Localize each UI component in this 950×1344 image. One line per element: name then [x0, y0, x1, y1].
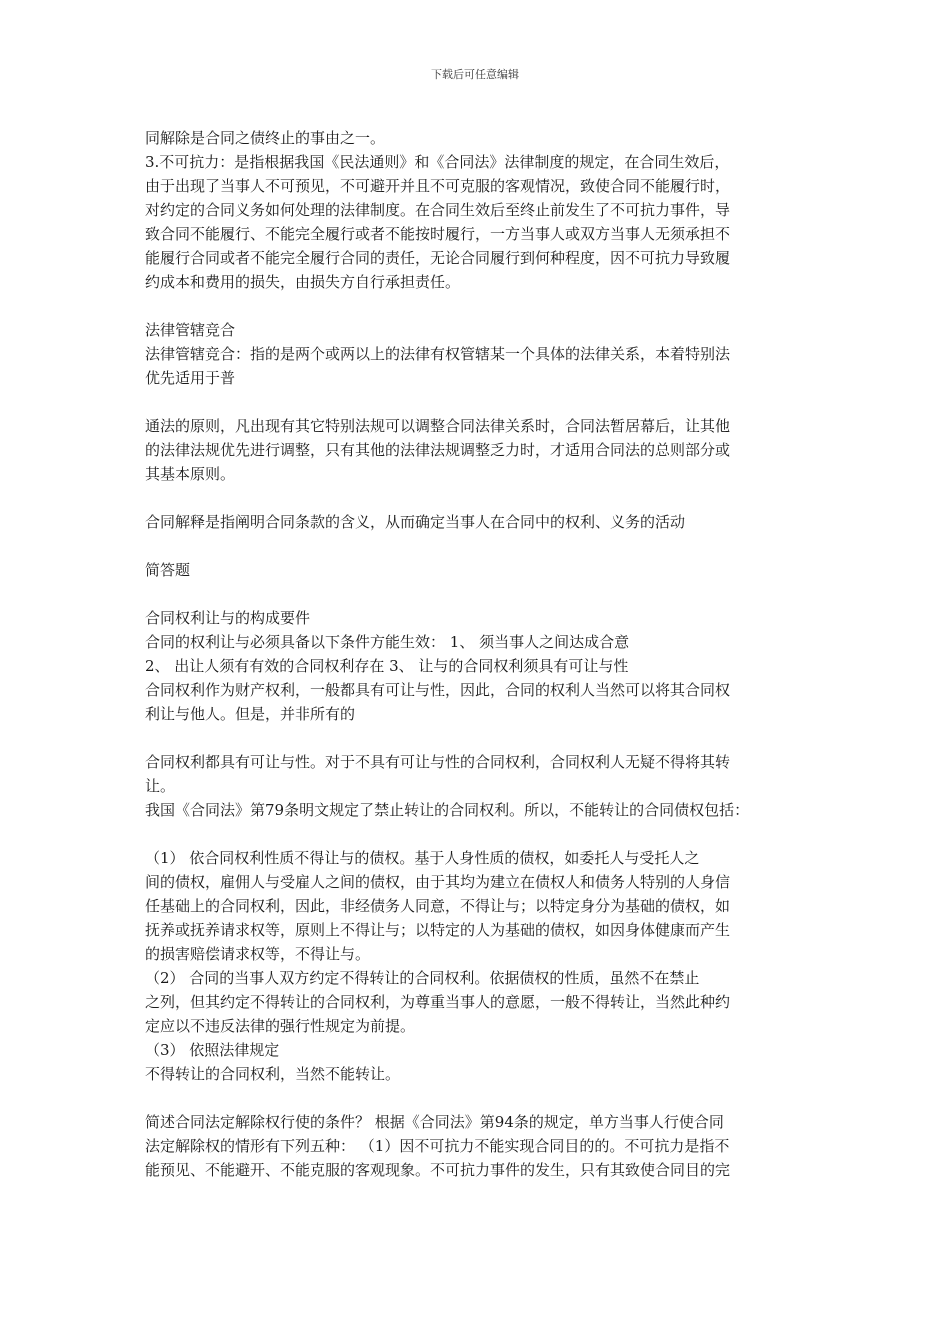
text-line: 合同权利作为财产权利，一般都具有可让与性，因此，合同的权利人当然可以将其合同权 [145, 681, 731, 699]
text-line: 法律管辖竞合：指的是两个或两以上的法律有权管辖某一个具体的法律关系，本着特别法 [145, 345, 731, 363]
text-line: 任基础上的合同权利，因此，非经债务人同意，不得让与；以特定身分为基础的债权，如 [145, 897, 731, 915]
text-line: 约成本和费用的损失，由损失方自行承担责任。 [145, 273, 461, 291]
text-line: 法律管辖竞合 [145, 321, 236, 339]
text-line: 致合同不能履行、不能完全履行或者不能按时履行，一方当事人或双方当事人无须承担不 [145, 225, 731, 243]
text-line: （3） 依照法律规定 [145, 1041, 280, 1059]
text-line: 对约定的合同义务如何处理的法律制度。在合同生效后至终止前发生了不可抗力事件，导 [145, 201, 731, 219]
text-line: 能预见、不能避开、不能克服的客观现象。不可抗力事件的发生，只有其致使合同目的完 [145, 1161, 731, 1179]
text-line: 其基本原则。 [145, 465, 236, 483]
blank-line [145, 822, 825, 846]
blank-line [145, 1086, 825, 1110]
page-header-note: 下载后可任意编辑 [431, 68, 519, 81]
blank-line [145, 534, 825, 558]
blank-line [145, 726, 825, 750]
text-line: 之列，但其约定不得转让的合同权利，为尊重当事人的意愿，一般不得转让，当然此种约 [145, 993, 731, 1011]
text-line: （1） 依合同权利性质不得让与的债权。基于人身性质的债权，如委托人与受托人之 [145, 849, 700, 867]
blank-line [145, 582, 825, 606]
text-line: 能履行合同或者不能完全履行合同的责任，无论合同履行到何种程度，因不可抗力导致履 [145, 249, 731, 267]
text-line: 抚养或抚养请求权等，原则上不得让与；以特定的人为基础的债权，如因身体健康而产生 [145, 921, 731, 939]
text-line: 不得转让的合同权利，当然不能转让。 [145, 1065, 401, 1083]
text-line: 的法律法规优先进行调整，只有其他的法律法规调整乏力时，才适用合同法的总则部分或 [145, 441, 731, 459]
text-line: 由于出现了当事人不可预见，不可避开并且不可克服的客观情况，致使合同不能履行时， [145, 177, 731, 195]
text-line: 的损害赔偿请求权等，不得让与。 [145, 945, 371, 963]
text-line: 定应以不违反法律的强行性规定为前提。 [145, 1017, 416, 1035]
text-line: 优先适用于普 [145, 369, 236, 387]
text-line: 通法的原则，凡出现有其它特别法规可以调整合同法律关系时，合同法暂居幕后，让其他 [145, 417, 731, 435]
text-line: （2） 合同的当事人双方约定不得转让的合同权利。依据债权的性质，虽然不在禁止 [145, 969, 700, 987]
text-line: 间的债权，雇佣人与受雇人之间的债权，由于其均为建立在债权人和债务人特别的人身信 [145, 873, 731, 891]
document-body [145, 126, 825, 1182]
text-line: 3.不可抗力：是指根据我国《民法通则》和《合同法》法律制度的规定，在合同生效后， [145, 153, 730, 171]
text-line: 简答题 [145, 561, 191, 579]
text-line: 我国《合同法》第79条明文规定了禁止转让的合同权利。所以，不能转让的合同债权包括： [145, 801, 750, 819]
text-line: 让。 [145, 777, 176, 795]
text-line: 简述合同法定解除权行使的条件？ 根据《合同法》第94条的规定，单方当事人行使合同 [145, 1113, 724, 1131]
text-line: 合同的权利让与必须具备以下条件方能生效： 1、 须当事人之间达成合意 [145, 633, 630, 651]
blank-line [145, 486, 825, 510]
blank-line [145, 390, 825, 414]
blank-line [145, 294, 825, 318]
text-line: 2、 出让人须有有效的合同权利存在 3、 让与的合同权利须具有可让与性 [145, 657, 629, 675]
text-line: 法定解除权的情形有下列五种： （1）因不可抗力不能实现合同目的的。不可抗力是指不 [145, 1137, 730, 1155]
text-line: 同解除是合同之债终止的事由之一。 [145, 129, 386, 147]
text-line: 利让与他人。但是，并非所有的 [145, 705, 356, 723]
text-line: 合同权利都具有可让与性。对于不具有可让与性的合同权利，合同权利人无疑不得将其转 [145, 753, 731, 771]
text-line: 合同权利让与的构成要件 [145, 609, 311, 627]
text-line: 合同解释是指阐明合同条款的含义，从而确定当事人在合同中的权利、义务的活动 [145, 513, 686, 531]
